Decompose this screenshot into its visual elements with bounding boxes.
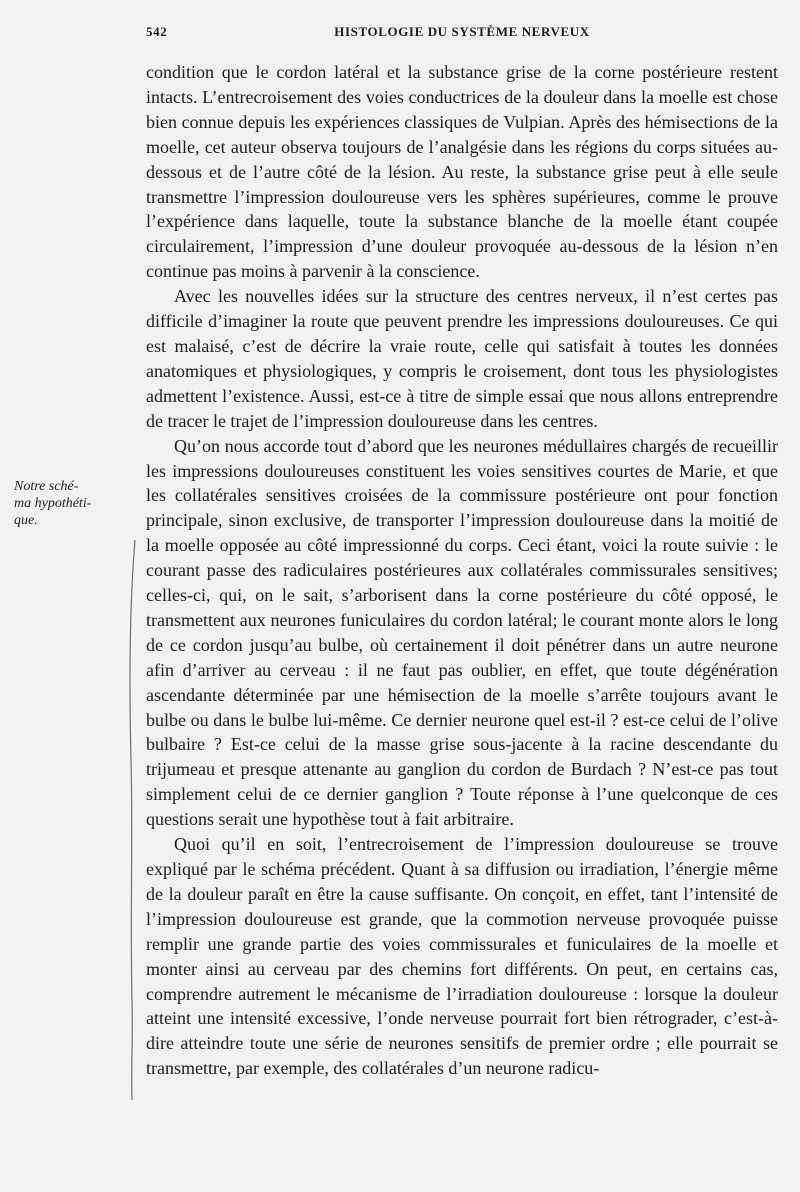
marginal-note: [14, 478, 132, 529]
paragraph: Avec les nouvelles idées sur la structure des centres nerveux, il n’est certes pas difficile d’imaginer la route que peuvent prendre les impressions douloureuses. Ce qui est malaisé, c’est de décrire la vraie route, celle qui satisfait à toutes les données anatomiques et physiologiques, y compris le croisement, dont tous les physiologistes admettent l’existence. Aussi, est-ce à titre de simple essai que nous allons entreprendre de tracer le trajet de l’impression douloureuse dans les centres.: [146, 286, 778, 431]
marginal-note-line: Notre sché-: [14, 479, 79, 494]
paragraph: Qu’on nous accorde tout d’abord que les neurones médullaires chargés de recueillir les impressions douloureuses constituent les voies sensitives courtes de Marie, et que les collatérales sensitives croisées de la commissure postérieure ont pour fonction principale, sinon exclusive, de transporter l’impression douloureuse dans la moitié de la moelle opposée au côté impressionné du corps. Ceci étant, voici la route suivie : le courant passe des radiculaires postérieures aux collatérales commissurales sensitives; celles-ci, qui, on le sait, s’arborisent dans la corne postérieure du côté opposé, le transmettent aux neurones funiculaires du cordon latéral; le courant monte alors le long de ce cordon jusqu’au bulbe, où certainement il doit pénétrer dans un autre neurone afin d’arriver au cerveau : il ne faut pas oublier, en effet, que toute dégénération ascendante déterminée par une hémisection de la moelle s’arrête toujours avant le bulbe ou dans le bulbe lui-même. Ce dernier neurone quel est-il ? est-ce celui de l’olive bulbaire ? Est-ce celui de la masse grise sous-jacente à la racine descendante du trijumeau et presque attenante au ganglion du cordon de Burdach ? N’est-ce pas tout simplement celui de ce dernier ganglion ? Toute réponse à l’une quelconque de ces questions serait une hypothèse tout à fait arbitraire.: [146, 435, 778, 830]
body-text: [146, 60, 778, 1081]
marginal-note-line: que.: [14, 513, 38, 528]
pencil-margin-line: [126, 540, 138, 1100]
running-header: [146, 20, 778, 44]
running-title: HISTOLOGIE DU SYSTÈME NERVEUX: [334, 24, 590, 39]
paragraph: Quoi qu’il en soit, l’entrecroisement de l’impression douloureuse se trouve expliqué par le schéma précédent. Quant à sa diffusion ou irradiation, l’énergie même de la douleur paraît en être la cause suffisante. On conçoit, en effet, tant l’intensité de l’impression douloureuse est grande, que la commotion nerveuse provoquée puisse remplir une grande partie des voies commissurales et funiculaires de la moelle et monter ainsi au cerveau par des chemins fort différents. On peut, en certains cas, comprendre autrement le mécanisme de l’irradiation douloureuse : lorsque la douleur atteint une intensité excessive, l’onde nerveuse pourrait fort bien rétrograder, c’est-à-dire atteindre toute une série de neurones sensitifs de premier ordre ; elle pourrait se transmettre, par exemple, des collatérales d’un neurone radicu-: [146, 834, 778, 1079]
page-number: 542: [146, 24, 168, 39]
paragraph: condition que le cordon latéral et la substance grise de la corne postérieure restent intacts. L’entrecroisement des voies conductrices de la douleur dans la moelle est chose bien connue depuis les expériences classiques de Vulpian. Après des hémisections de la moelle, cet auteur observa toujours de l’analgésie dans les régions du corps situées au-dessous et de l’autre côté de la lésion. Au reste, la substance grise peut à elle seule transmettre l’impression douloureuse vers les sphères supérieures, comme le prouve l’expérience dans laquelle, toute la substance blanche de la moelle étant coupée circulairement, l’impression d’une douleur provoquée au-dessous de la lésion n’en continue pas moins à parvenir à la conscience.: [146, 62, 778, 282]
marginal-note-line: ma hypothéti-: [14, 496, 92, 511]
